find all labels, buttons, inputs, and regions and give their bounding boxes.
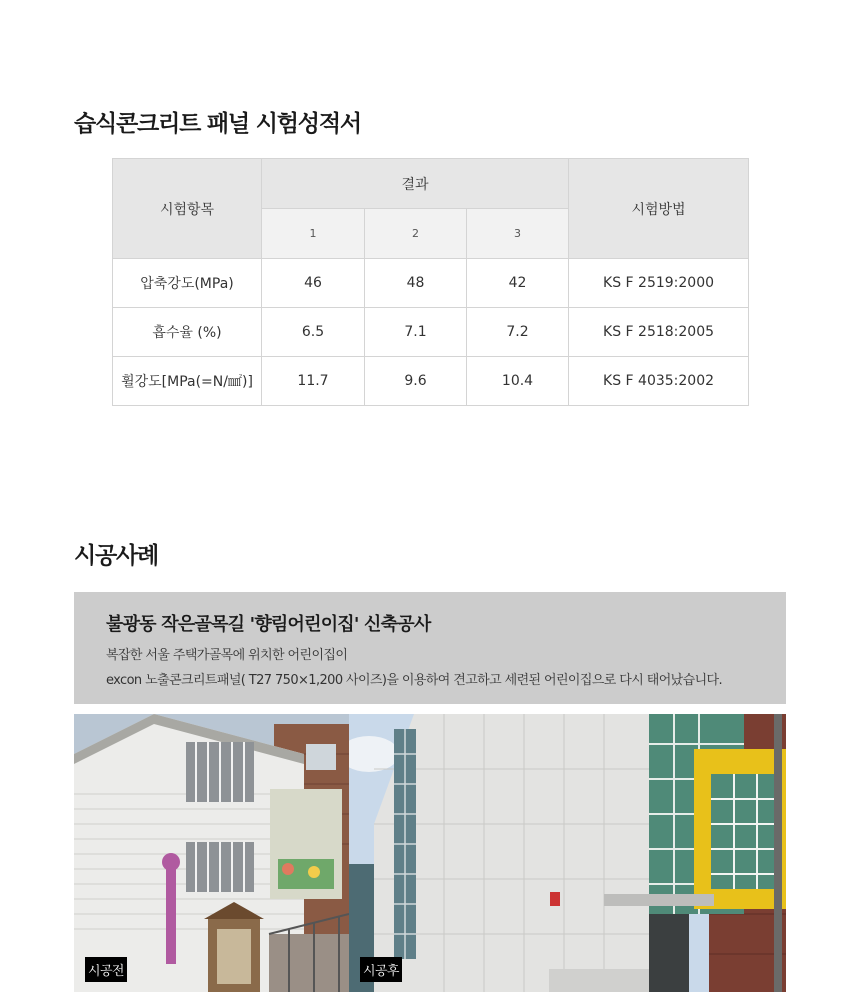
case-photos [74, 714, 786, 992]
before-photo-label: 시공전 [85, 957, 127, 982]
after-photo-label: 시공후 [360, 957, 402, 982]
table-row [113, 357, 749, 406]
row-item: 압축강도(MPa) [113, 259, 262, 308]
table-row [113, 308, 749, 357]
table-row [113, 259, 749, 308]
row-method: KS F 2518:2005 [569, 308, 749, 357]
building-before-photo-icon [74, 714, 349, 992]
row-result-2: 48 [365, 259, 467, 308]
row-method: KS F 2519:2000 [569, 259, 749, 308]
row-result-3: 7.2 [467, 308, 569, 357]
header-result: 결과 [262, 159, 569, 209]
row-result-1: 46 [262, 259, 365, 308]
description-line-1: 복잡한 서울 주택가골목에 위치한 어린이집이 [106, 648, 348, 663]
row-result-2: 7.1 [365, 308, 467, 357]
row-method: KS F 4035:2002 [569, 357, 749, 406]
header-trial-3: 3 [467, 209, 569, 259]
table-header-row [113, 159, 749, 209]
project-description [106, 643, 786, 693]
before-photo [74, 714, 349, 992]
construction-case-title: 시공사례 [74, 543, 159, 569]
header-trial-1: 1 [262, 209, 365, 259]
test-report-table [112, 158, 749, 406]
row-result-3: 42 [467, 259, 569, 308]
row-result-1: 6.5 [262, 308, 365, 357]
project-title: 불광동 작은골목길 '향림어린이집' 신축공사 [106, 614, 431, 635]
case-description-box [74, 592, 786, 704]
header-test-method: 시험방법 [569, 159, 749, 259]
building-after-photo-icon [349, 714, 786, 992]
header-test-item: 시험항목 [113, 159, 262, 259]
row-item: 휠강도[MPa(=N/㎟)] [113, 357, 262, 406]
row-result-1: 11.7 [262, 357, 365, 406]
description-line-2: excon 노출콘크리트패널( T27 750×1,200 사이즈)을 이용하여 견고하고 세련된 어린이집으로 다시 태어났습니다. [106, 673, 723, 688]
header-trial-2: 2 [365, 209, 467, 259]
row-result-2: 9.6 [365, 357, 467, 406]
row-item: 흡수율 (%) [113, 308, 262, 357]
test-report-title: 습식콘크리트 패널 시험성적서 [74, 111, 361, 137]
row-result-3: 10.4 [467, 357, 569, 406]
after-photo [349, 714, 786, 992]
